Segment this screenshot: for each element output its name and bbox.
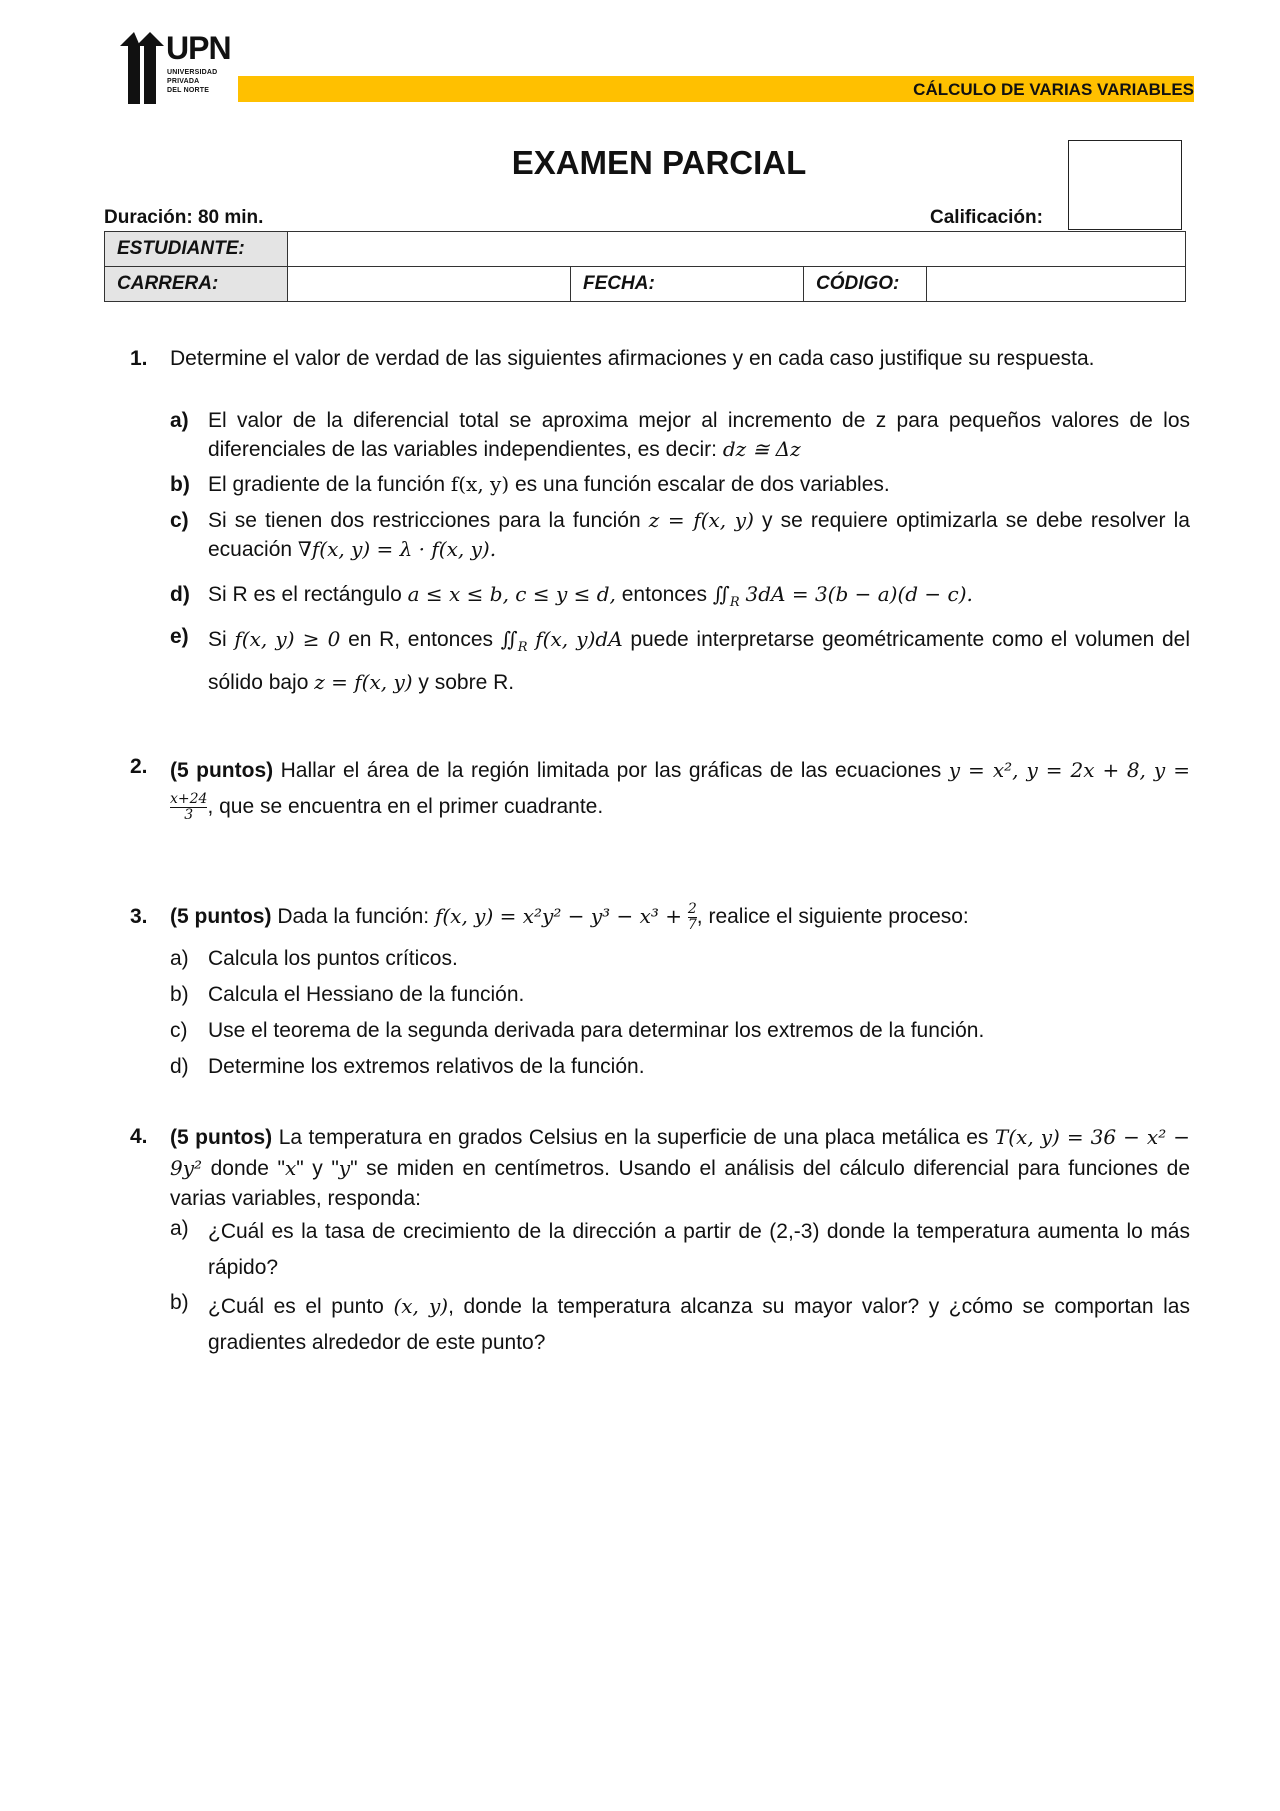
code-label: CÓDIGO: xyxy=(804,267,927,302)
q3c-label: c) xyxy=(170,1019,188,1042)
q1a-label: a) xyxy=(170,409,189,432)
q1-text: Determine el valor de verdad de las siguientes afirmaciones y en cada caso justifique su respuesta. xyxy=(170,347,1095,370)
q1c-label: c) xyxy=(170,509,189,532)
grade-box xyxy=(1068,140,1182,230)
career-label: CARRERA: xyxy=(105,267,288,302)
q4a-label: a) xyxy=(170,1217,189,1240)
q3d-label: d) xyxy=(170,1055,189,1078)
q3b-label: b) xyxy=(170,983,189,1006)
q3a-text: Calcula los puntos críticos. xyxy=(208,947,458,970)
q1a-text: El valor de la diferencial total se aproxima mejor al incremento de z para pequeños valores de los diferenciales de las variables independientes, es decir: dz ≅ Δz xyxy=(208,409,1190,461)
logo-brand: UPN xyxy=(166,30,231,66)
university-logo xyxy=(120,32,232,106)
q1e-text: Si f(x, y) ≥ 0 en R, entonces $∬_R$ f(x, y)dA puede interpretarse geométricamente como el volumen del sólido bajo z = f(x, y) y sobre R. xyxy=(208,627,1191,695)
q4-text: (5 puntos) La temperatura en grados Celsius en la superficie de una placa metálica es T(x, y) = 36 − x² − 9y² donde "x" y "y" se miden en centímetros. Usando el análisis del cálculo diferencial para funciones de varias variables, responda: xyxy=(170,1125,1191,1210)
q4a-text: ¿Cuál es la tasa de crecimiento de la dirección a partir de (2,-3) donde la temperatura aumenta lo más rápido? xyxy=(208,1220,1190,1279)
code-field[interactable] xyxy=(927,267,1186,302)
q3-text: (5 puntos) Dada la función: f(x, y) = x²y² − y³ − x³ + $\frac{2}{7}$ , realice el siguiente proceso: xyxy=(170,901,969,933)
q1e-label: e) xyxy=(170,625,189,648)
student-label: ESTUDIANTE: xyxy=(105,232,288,267)
q1-number: 1. xyxy=(130,347,148,370)
exam-title: EXAMEN PARCIAL xyxy=(511,144,807,181)
q3d-text: Determine los extremos relativos de la función. xyxy=(208,1055,645,1078)
q1d-label: d) xyxy=(170,583,190,606)
q1c-text: Si se tienen dos restricciones para la función z = f(x, y) y se requiere optimizarla se debe resolver la ecuación ∇f(x, y) = λ · f(x, y). xyxy=(208,508,1190,561)
q4-number: 4. xyxy=(130,1125,148,1148)
student-info-table xyxy=(104,231,1186,302)
q1b-text: El gradiente de la función f(x, y) es una función escalar de dos variables. xyxy=(208,472,890,496)
q2-fraction: $\frac{x+24}{3}$ xyxy=(170,790,208,823)
q3b-text: Calcula el Hessiano de la función. xyxy=(208,983,525,1006)
logo-subtitle: UNIVERSIDAD PRIVADA DEL NORTE xyxy=(167,69,218,94)
up-arrow-logo-icon xyxy=(120,32,164,104)
q4b-label: b) xyxy=(170,1291,189,1314)
q3c-text: Use el teorema de la segunda derivada para determinar los extremos de la función. xyxy=(208,1019,985,1042)
q4b-text: ¿Cuál es el punto (x, y), donde la temperatura alcanza su mayor valor? y ¿cómo se comportan las gradientes alrededor de este punto? xyxy=(208,1294,1190,1354)
q2-text: (5 puntos) Hallar el área de la región limitada por las gráficas de las ecuaciones y = x², y = 2x + 8, y = $\frac{x+24}{3}$ , que se encuentra en el primer cuadrante. xyxy=(170,758,1190,823)
student-field[interactable] xyxy=(288,232,1186,267)
q3-number: 3. xyxy=(130,905,148,928)
q1b-label: b) xyxy=(170,473,190,496)
grade-label: Calificación: xyxy=(930,207,1043,228)
q1d-text: Si R es el rectángulo a ≤ x ≤ b, c ≤ y ≤ d, entonces $∬_R$ 3dA = 3(b − a)(d − c). xyxy=(208,582,973,611)
q3a-label: a) xyxy=(170,947,189,970)
course-title: CÁLCULO DE VARIAS VARIABLES xyxy=(913,80,1194,99)
duration: Duración: 80 min. xyxy=(104,207,264,228)
career-field[interactable] xyxy=(288,267,571,302)
q3-fraction: $\frac{2}{7}$ xyxy=(687,901,697,933)
q2-number: 2. xyxy=(130,755,148,778)
date-label: FECHA: xyxy=(571,267,804,302)
